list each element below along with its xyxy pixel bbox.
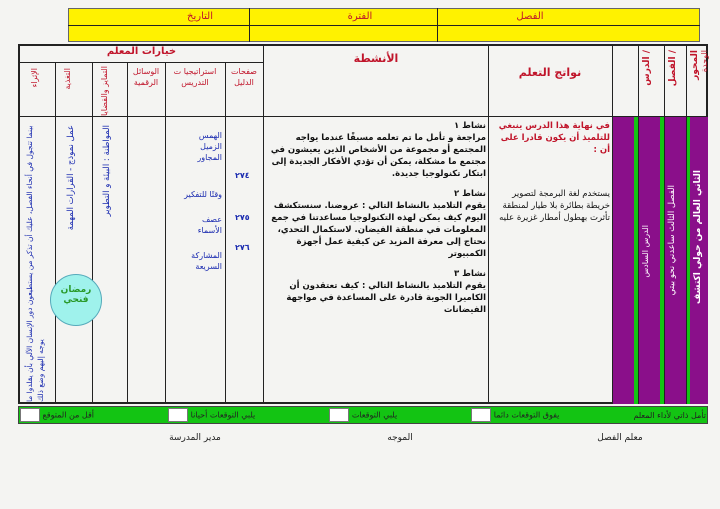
page-274: ٢٧٤ (235, 171, 250, 180)
domain-value: الثاني العالم من حولي اكتشف (693, 170, 703, 305)
activity-2-text: يقوم التلاميذ بالنشاط التالي : عروضنا. سنستكشف اليوم كيف يمكن لهذه التكنولوجيا مساعدتنا في جمع المعلومات في منطقة الفيضان. لاستكمال التحدي، نحتاج إلى معرفة المزيد عن كيفية عمل أجهزة الكمبيوتر (271, 201, 486, 259)
signature-principal: مدير المدرسة (169, 433, 221, 443)
checkbox-sometimes[interactable] (168, 408, 188, 422)
option-sometimes[interactable]: يلبي التوقعات أحيانا (168, 408, 255, 422)
enrichment-header: الإثراء (30, 68, 39, 88)
strategy-6: الأسماء (197, 226, 222, 235)
signature-teacher: معلم الفصل (597, 433, 643, 443)
page-275: ٢٧٥ (235, 213, 250, 222)
teacher-badge (50, 274, 102, 326)
activity-1 (266, 120, 486, 180)
activities-list (266, 120, 486, 316)
activity-2-title: نشاط ٢ (453, 189, 486, 199)
badge-line-1: رمضان (60, 285, 92, 295)
option-meets[interactable]: يلبي التوقعات (329, 408, 397, 422)
feedback-text: عمل نموذج - القرارات المهمة (66, 125, 76, 231)
activity-3-text: يقوم التلاميذ بالنشاط التالي : كيف تعتقدون أن الكاميرا الجوية قادرة على المساعدة في مواجهة الفيضانات (286, 281, 486, 315)
domain-header: المحور (690, 50, 700, 80)
lesson-header: الدرس / (642, 50, 652, 86)
feedback-header: التغذية (63, 68, 72, 90)
activity-3-title: نشاط ٣ (453, 269, 486, 279)
option-exceeds[interactable]: يفوق التوقعات دائما (471, 408, 559, 422)
chapter-header: الفصل / (668, 50, 678, 87)
class-label: الفصل (516, 11, 544, 22)
strategy-1: الهمس (198, 131, 222, 140)
checkbox-exceeds[interactable] (471, 408, 491, 422)
date-label: التاريخ (187, 11, 213, 22)
strategy-7: المشاركة (191, 251, 222, 260)
unit-header: الوحدة (700, 50, 709, 73)
strategy-2: الزميل (200, 142, 222, 151)
strategies-header: استراتيجيا ت التدريس (173, 67, 217, 87)
activities-title: الأنشطة (353, 52, 399, 65)
lesson-value: الدرس السادس (641, 225, 650, 278)
reflection-self: تأمل ذاتي لأداء المعلم (633, 410, 706, 420)
badge-line-2: فنحي (63, 295, 89, 305)
teacher-options-title: خيارات المعلم (106, 46, 177, 57)
pages-header: صفحات الدليل (231, 67, 257, 87)
activity-1-text: مراجعة و تأمل ما تم تعلمه مسبقًا عندما يواجه المجتمع أو مجموعة من الأشخاص الذين يعيشون في مجتمع ما مشكلة، يمكن أن تؤدي الأفكار الجديدة إلى ابتكار تكنولوجيا جديدة. (270, 133, 486, 179)
strategy-3: المجاور (197, 153, 222, 162)
activity-3 (266, 268, 486, 316)
checkbox-below[interactable] (20, 408, 40, 422)
activity-1-title: نشاط ١ (453, 121, 486, 131)
chapter-value: الفصل الثالث ساعدني نحو بيتي (667, 185, 677, 296)
outcomes-intro: في نهاية هذا الدرس ينبغي للتلميذ أن يكون قادرا على أن : (498, 121, 610, 155)
reflection-row (20, 408, 706, 422)
strategy-4: وقتًا للتفكير (184, 190, 222, 199)
enrichment-text: بينما تتجول في أنحاء الفصل، عليك أن تذكر من يستطيعون دور الإنسان الآلي بأن يقلدوا ما يوجه إليهم وضع ذلك (25, 125, 45, 402)
activity-2 (266, 188, 486, 260)
strategy-8: السريعة (195, 262, 222, 271)
assessment-header: التمايز والقضايا (100, 66, 109, 116)
digital-means-header: الوسائل الرقمية (132, 67, 160, 87)
checkbox-meets[interactable] (329, 408, 349, 422)
period-label: الفترة (347, 11, 373, 22)
outcomes-title: نواتج التعلم (518, 66, 582, 79)
signature-supervisor: الموجه (387, 433, 413, 443)
option-below[interactable]: أقل من المتوقع (20, 408, 94, 422)
outcomes-body: يستخدم لغة البرمجة لتصوير خريطة بطائرة بلا طيار لمنطقة تأثرت بهطول أمطار غزيرة عليه (499, 189, 610, 223)
page-276: ٢٧٦ (235, 243, 250, 252)
assessment-text: المواطنة : البيئة و التطوير (102, 125, 112, 217)
strategies-list (168, 130, 222, 272)
strategy-5: عصف (202, 215, 222, 224)
